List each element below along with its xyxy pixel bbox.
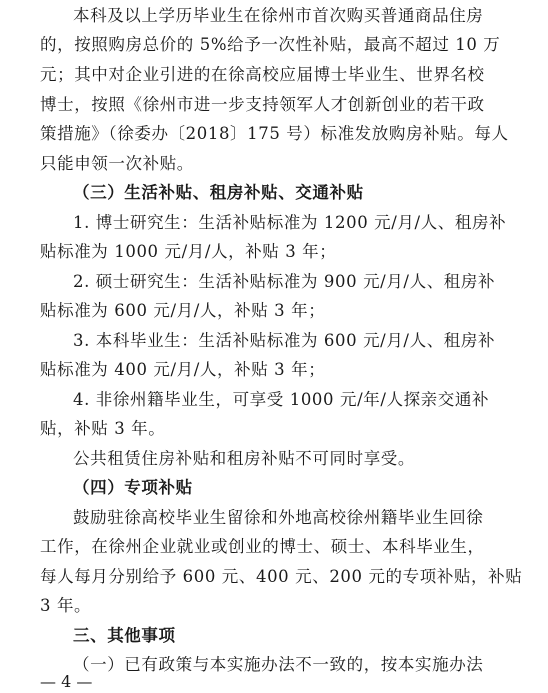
subsection-heading: （四）专项补贴 — [73, 478, 193, 497]
paragraph-line: 3 年。 — [40, 596, 92, 615]
list-item-continuation: 贴，补贴 3 年。 — [40, 419, 166, 438]
paragraph-line: 策措施》（徐委办〔2018〕175 号）标准发放购房补贴。每人 — [40, 124, 509, 143]
list-item: 1. 博士研究生：生活补贴标准为 1200 元/月/人、租房补 — [73, 213, 507, 232]
page-number: — 4 — — [40, 672, 93, 691]
paragraph-line: 博士，按照《徐州市进一步支持领军人才创新创业的若干政 — [40, 95, 485, 114]
paragraph-line: 鼓励驻徐高校毕业生留徐和外地高校徐州籍毕业生回徐 — [73, 508, 484, 527]
list-item: 3. 本科毕业生：生活补贴标准为 600 元/月/人、租房补 — [73, 331, 496, 350]
list-item-continuation: 贴标准为 600 元/月/人，补贴 3 年； — [40, 301, 326, 320]
list-item-continuation: 贴标准为 400 元/月/人，补贴 3 年； — [40, 360, 326, 379]
paragraph-line: 本科及以上学历毕业生在徐州市首次购买普通商品住房 — [73, 6, 484, 25]
section-heading: 三、其他事项 — [73, 626, 176, 645]
paragraph-line: 公共租赁住房补贴和租房补贴不可同时享受。 — [73, 449, 415, 468]
list-item: 4. 非徐州籍毕业生，可享受 1000 元/年/人探亲交通补 — [73, 390, 490, 409]
paragraph-line: 工作，在徐州企业就业或创业的博士、硕士、本科毕业生， — [40, 537, 485, 556]
subsection-heading: （三）生活补贴、租房补贴、交通补贴 — [73, 183, 364, 202]
list-item-continuation: 贴标准为 1000 元/月/人，补贴 3 年； — [40, 242, 337, 261]
paragraph-line: 只能申领一次补贴。 — [40, 154, 194, 173]
list-item: 2. 硕士研究生：生活补贴标准为 900 元/月/人、租房补 — [73, 272, 496, 291]
paragraph-line: 元；其中对企业引进的在徐高校应届博士毕业生、世界名校 — [40, 65, 485, 84]
paragraph-line: （一）已有政策与本实施办法不一致的，按本实施办法 — [73, 655, 484, 674]
paragraph-line: 的，按照购房总价的 5%给予一次性补贴，最高不超过 10 万 — [40, 35, 501, 54]
paragraph-line: 每人每月分别给予 600 元、400 元、200 元的专项补贴，补贴 — [40, 567, 523, 586]
